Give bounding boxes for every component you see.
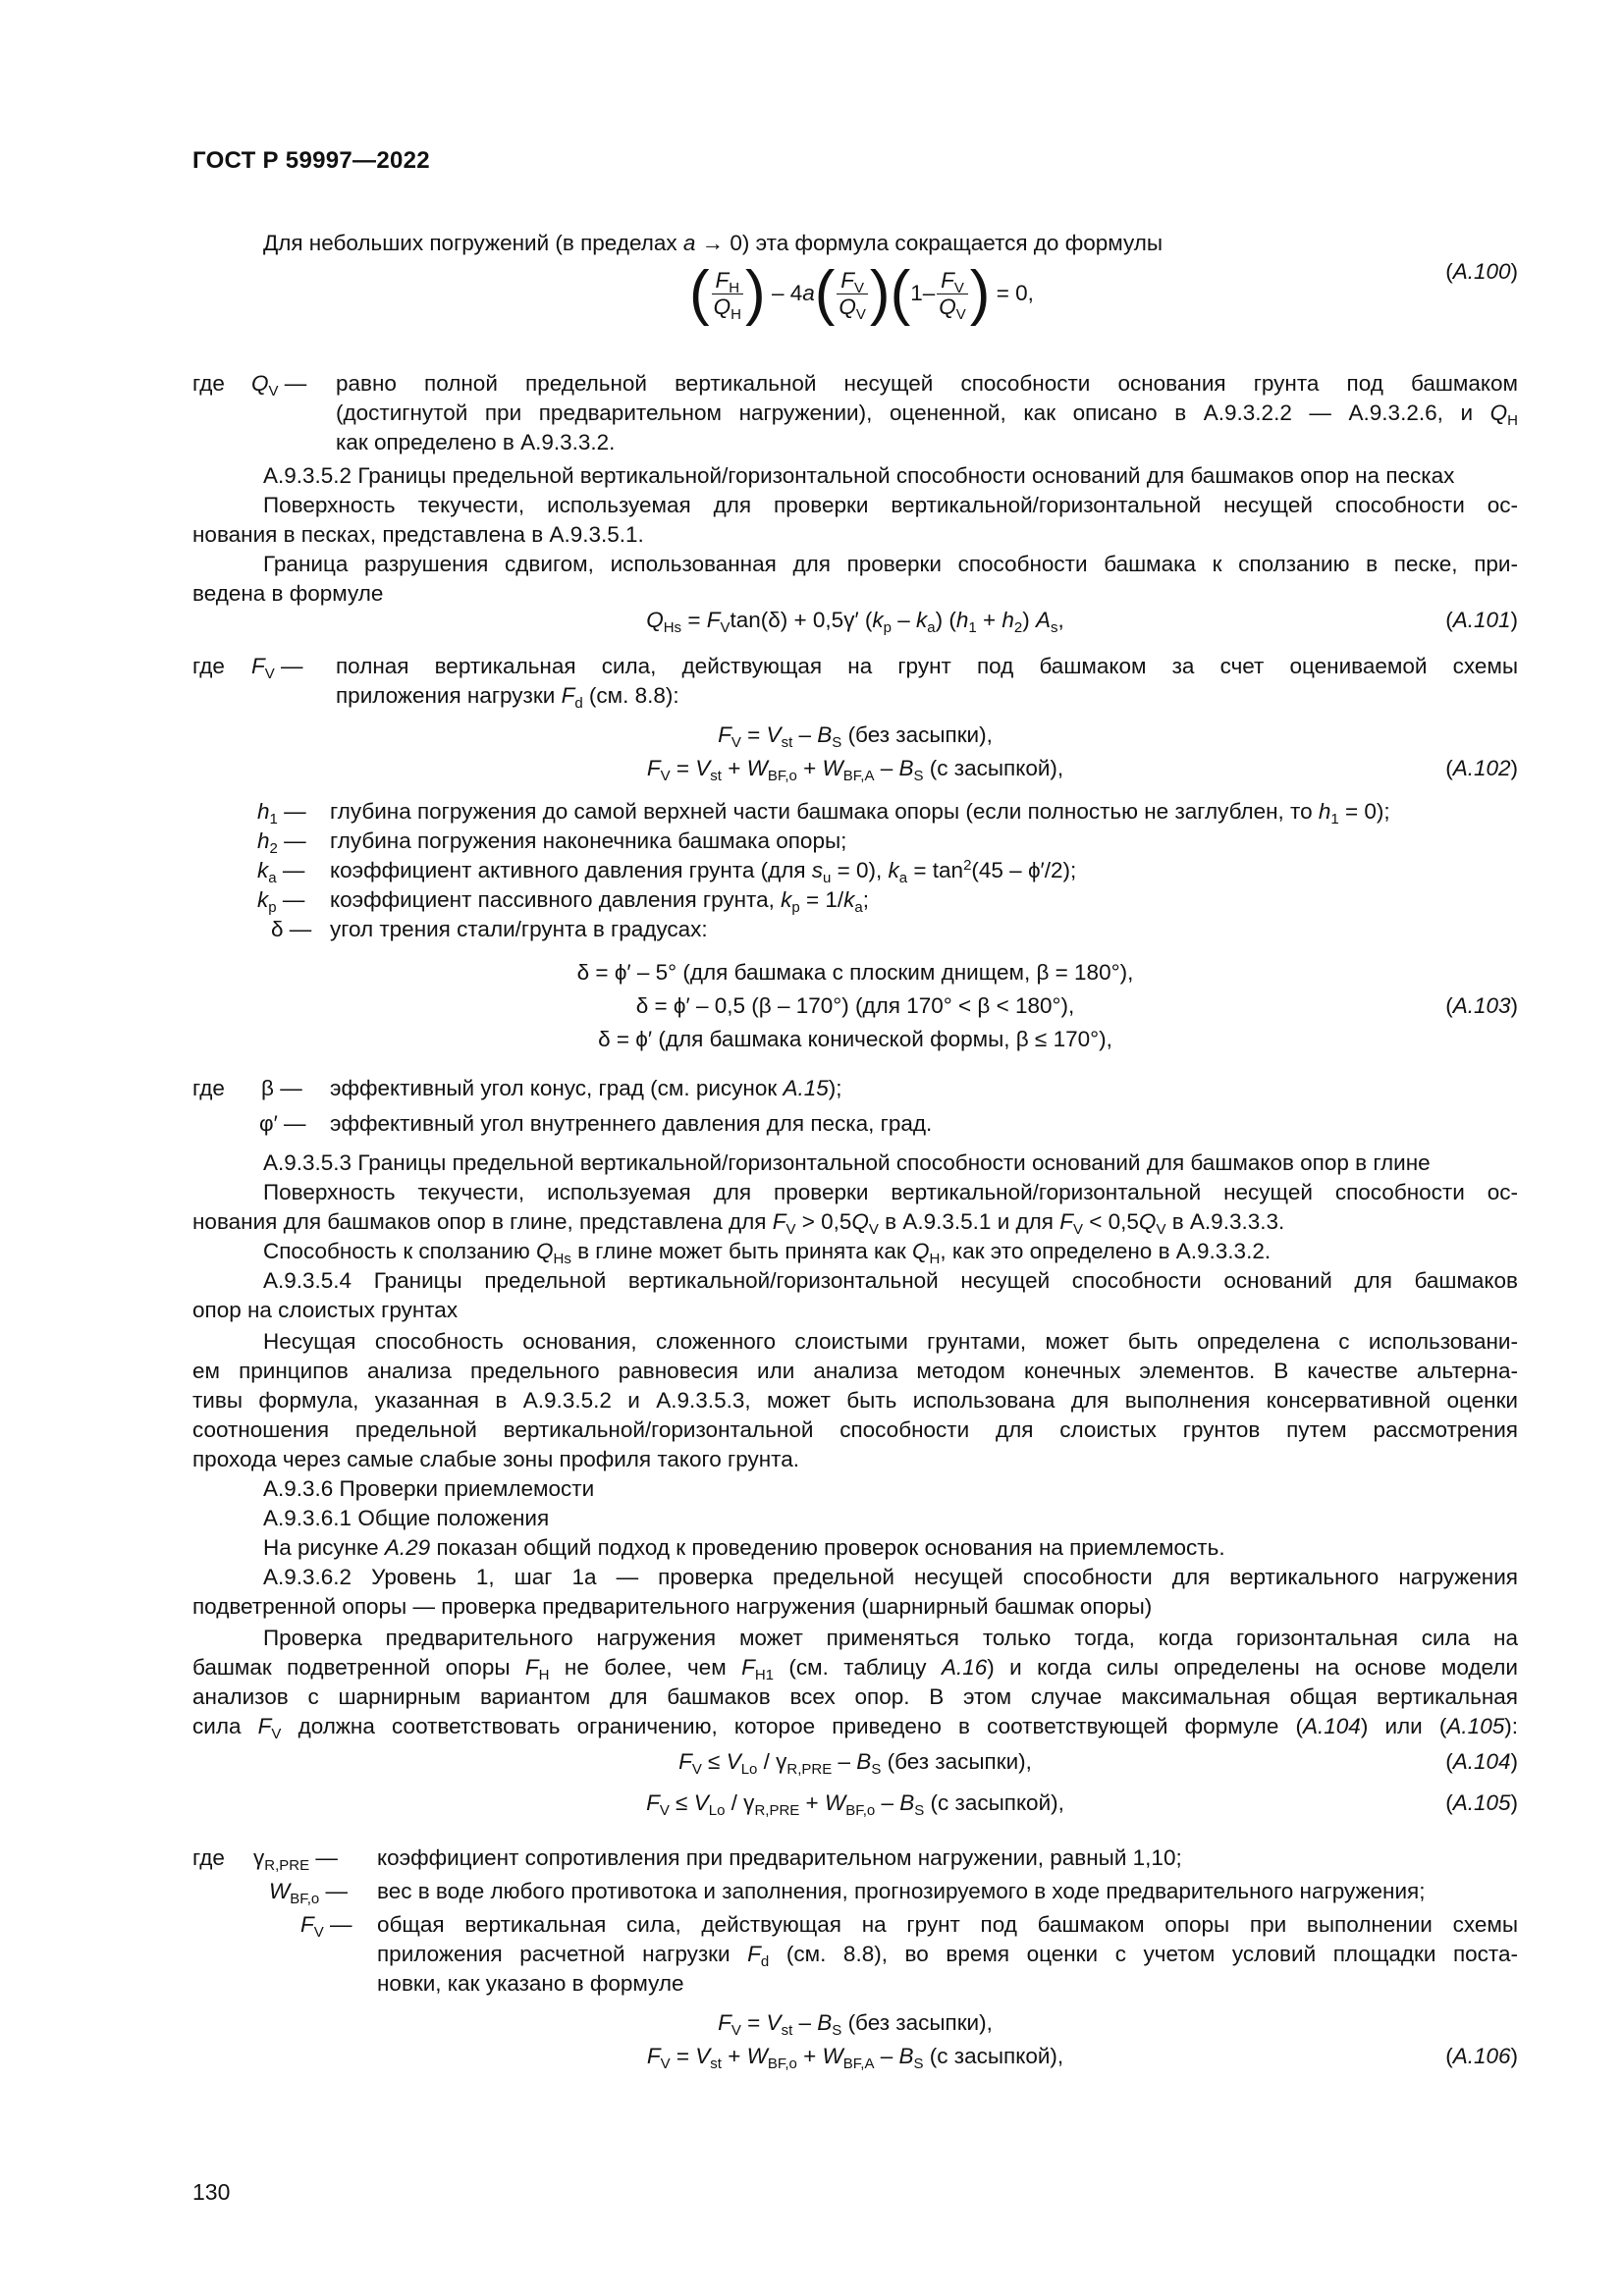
formula-a105: $F_V \le V_{Lo} / \gamma_{R,PRE} + W_{BF,o} - B_S$ (с засыпкой),: [646, 1790, 1064, 1819]
qv-def-2: (достигнутой при предварительном нагружении), оцененной, как описано в А.9.3.2.2 — А.9.3.2.6, и $Q_H$: [336, 400, 1518, 429]
para3-line2: нования для башмаков опор в глине, представлена для $F_V > 0,5Q_V$ в А.9.3.5.1 и для $F_V < 0,5Q_V$ в А.9.3.3.3.: [192, 1209, 1285, 1238]
formula-a106-2: $F_V = V_{st} + W_{BF,o} + W_{BF,A} - B_S$ (с засыпкой),: [646, 2044, 1064, 2072]
eq-tag-a102: (A.102): [1445, 756, 1518, 780]
section-a9354-line2: опор на слоистых грунтах: [192, 1298, 459, 1322]
wbf-def: вес в воде любого противотока и заполнения, прогнозируемого в ходе предварительного нагружения;: [377, 1879, 1426, 1903]
page-number: 130: [192, 2179, 231, 2205]
formula-a103-1: δ = ϕ′ – 5° (для башмака с плоским днищем, β = 180°),: [576, 960, 1134, 985]
eq-tag-a105: (A.105): [1445, 1790, 1518, 1815]
formula-a102-1: $F_V = V_{st} - B_S$ (без засыпки),: [718, 722, 993, 751]
para5-line1: Несущая способность основания, сложенного слоистыми грунтами, может быть определена с использовани-: [263, 1329, 1518, 1354]
para5-line4: соотношения предельной вертикальной/горизонтальной способности для слоистых грунтов путем рассмотрения: [192, 1417, 1518, 1442]
phi-def: эффективный угол внутреннего давления для песка, град.: [330, 1111, 933, 1136]
eq-tag-a104: (A.104): [1445, 1749, 1518, 1774]
eq-tag-a103: (A.103): [1445, 993, 1518, 1018]
fv2-def-3: новки, как указано в формуле: [377, 1971, 684, 1996]
symbol-gamma: $\gamma_{R,PRE}$ —: [253, 1845, 338, 1874]
symbol-wbf: $W_{BF,o}$ —: [269, 1879, 349, 1907]
symbol-ka: $k_a$ —: [257, 858, 305, 886]
symbol-h1: $h_1$ —: [257, 799, 306, 828]
symbol-qv: $Q_V$ —: [251, 371, 307, 400]
fv-def-1: полная вертикальная сила, действующая на грунт под башмаком за счет оцениваемой схемы: [336, 654, 1518, 678]
fv2-def-2: приложения расчетной нагрузки $F_d$ (см. 8.8), во время оценки с учетом условий площадки поста-: [377, 1942, 1518, 1970]
symbol-fv-2: $F_V$ —: [300, 1912, 352, 1941]
page-header: ГОСТ Р 59997—2022: [192, 147, 430, 174]
para1-line1: Поверхность текучести, используемая для проверки вертикальной/горизонтальной несущей способности ос-: [263, 493, 1518, 517]
h1-def: глубина погружения до самой верхней части башмака опоры (если полностью не заглублен, то $h_1 = 0$);: [330, 799, 1390, 828]
para7-line4: сила $F_V$ должна соответствовать ограничению, которое приведено в соответствующей формуле (A.104) или (A.105):: [192, 1714, 1518, 1742]
para2-line1: Граница разрушения сдвигом, использованная для проверки способности башмака к сползанию в песке, при-: [263, 552, 1518, 576]
qv-def-1: равно полной предельной вертикальной несущей способности основания грунта под башмаком: [336, 371, 1518, 396]
section-a9362-line2: подветренной опоры — проверка предварительного нагружения (шарнирный башмак опоры): [192, 1594, 1153, 1619]
para7-line1: Проверка предварительного нагружения может применяться только тогда, когда горизонтальная сила на: [263, 1626, 1518, 1650]
section-a9352: А.9.3.5.2 Границы предельной вертикальной/горизонтальной способности оснований для башмаков опор на песках: [263, 463, 1455, 488]
formula-a102-2: $F_V = V_{st} + W_{BF,o} + W_{BF,A} - B_S$ (с засыпкой),: [646, 756, 1064, 784]
para2-line2: ведена в формуле: [192, 581, 384, 606]
para7-line2: башмак подветренной опоры $F_H$ не более, чем $F_{H1}$ (см. таблицу A.16) и когда силы определены на основе модели: [192, 1655, 1518, 1683]
para4: Способность к сползанию $Q_{Hs}$ в глине может быть принята как $Q_H$, как это определено в А.9.3.3.2.: [263, 1239, 1272, 1267]
symbol-fv: $F_V$ —: [251, 654, 303, 682]
intro-line: Для небольших погружений (в пределах a → 0) эта формула сокращается до формулы: [263, 231, 1164, 255]
para5-line2: ем принципов анализа предельного равновесия или анализа методом конечных элементов. В качестве альтерна-: [192, 1359, 1518, 1383]
section-a9353: А.9.3.5.3 Границы предельной вертикальной/горизонтальной способности оснований для башмаков опор в глине: [263, 1150, 1431, 1175]
where-label-4: где: [192, 1845, 225, 1870]
symbol-h2: $h_2$ —: [257, 828, 306, 857]
where-label-3: где: [192, 1076, 225, 1100]
section-a936: А.9.3.6 Проверки приемлемости: [263, 1476, 595, 1501]
eq-tag-a100: (A.100): [1445, 259, 1518, 284]
where-label-2: где: [192, 654, 225, 678]
kp-def: коэффициент пассивного давления грунта, $k_p = 1/k_a$;: [330, 887, 870, 916]
para7-line3: анализов с шарнирным вариантом для башмаков всех опор. В этом случае максимальная общая вертикальная: [192, 1684, 1518, 1709]
eq-tag-a101: (A.101): [1445, 608, 1518, 632]
qv-def-3: как определено в А.9.3.3.2.: [336, 430, 616, 454]
formula-a104: $F_V \le V_{Lo} / \gamma_{R,PRE} - B_S$ (без засыпки),: [678, 1749, 1032, 1778]
formula-a100: ( $\frac{F_H}{Q_H}$ ) – 4a( $\frac{F_V}{Q_V}$ )(1– $\frac{F_V}{Q_V}$ ) = 0,: [689, 259, 1034, 327]
fv-def-2: приложения нагрузки $F_d$ (см. 8.8):: [336, 683, 679, 712]
formula-a106-1: $F_V = V_{st} - B_S$ (без засыпки),: [718, 2010, 993, 2039]
para3-line1: Поверхность текучести, используемая для проверки вертикальной/горизонтальной несущей способности ос-: [263, 1180, 1518, 1204]
h2-def: глубина погружения наконечника башмака опоры;: [330, 828, 847, 853]
para1-line2: нования в песках, представлена в А.9.3.5.1.: [192, 522, 644, 547]
para6: На рисунке A.29 показан общий подход к проведению проверок основания на приемлемость.: [263, 1535, 1225, 1560]
section-a9361: А.9.3.6.1 Общие положения: [263, 1506, 550, 1530]
symbol-beta: β —: [261, 1076, 302, 1100]
delta-def: угол трения стали/грунта в градусах:: [330, 917, 708, 941]
para5-line5: прохода через самые слабые зоны профиля такого грунта.: [192, 1447, 799, 1471]
symbol-kp: $k_p$ —: [257, 887, 305, 916]
ka-def: коэффициент активного давления грунта (для $s_u = 0$), $k_a = \tan^2(45 - \phi'/2)$;: [330, 857, 1077, 886]
section-a9362-line1: А.9.3.6.2 Уровень 1, шаг 1а — проверка предельной несущей способности для вертикального нагружения: [263, 1565, 1518, 1589]
beta-def: эффективный угол конус, град (см. рисунок A.15);: [330, 1076, 842, 1100]
symbol-phi: φ′ —: [259, 1111, 306, 1136]
symbol-delta: δ —: [271, 917, 312, 941]
formula-a101: $Q_{Hs} = F_V\tan(\delta) + 0,5\gamma'$ $(k_p - k_a) (h_1 + h_2)$ $A_s$,: [646, 608, 1064, 636]
gamma-def: коэффициент сопротивления при предварительном нагружении, равный 1,10;: [377, 1845, 1182, 1870]
fv2-def-1: общая вертикальная сила, действующая на грунт под башмаком опоры при выполнении схемы: [377, 1912, 1518, 1937]
where-label: где: [192, 371, 225, 396]
section-a9354-line1: А.9.3.5.4 Границы предельной вертикальной/горизонтальной несущей способности оснований для башмаков: [263, 1268, 1518, 1293]
eq-tag-a106: (A.106): [1445, 2044, 1518, 2068]
formula-a103-2: δ = ϕ′ – 0,5 (β – 170°) (для 170° < β < 180°),: [635, 993, 1075, 1018]
formula-a103-3: δ = ϕ′ (для башмака конической формы, β ≤ 170°),: [598, 1027, 1112, 1051]
para5-line3: тивы формула, указанная в А.9.3.5.2 и А.9.3.5.3, может быть использована для выполнения консервативной оценки: [192, 1388, 1518, 1413]
